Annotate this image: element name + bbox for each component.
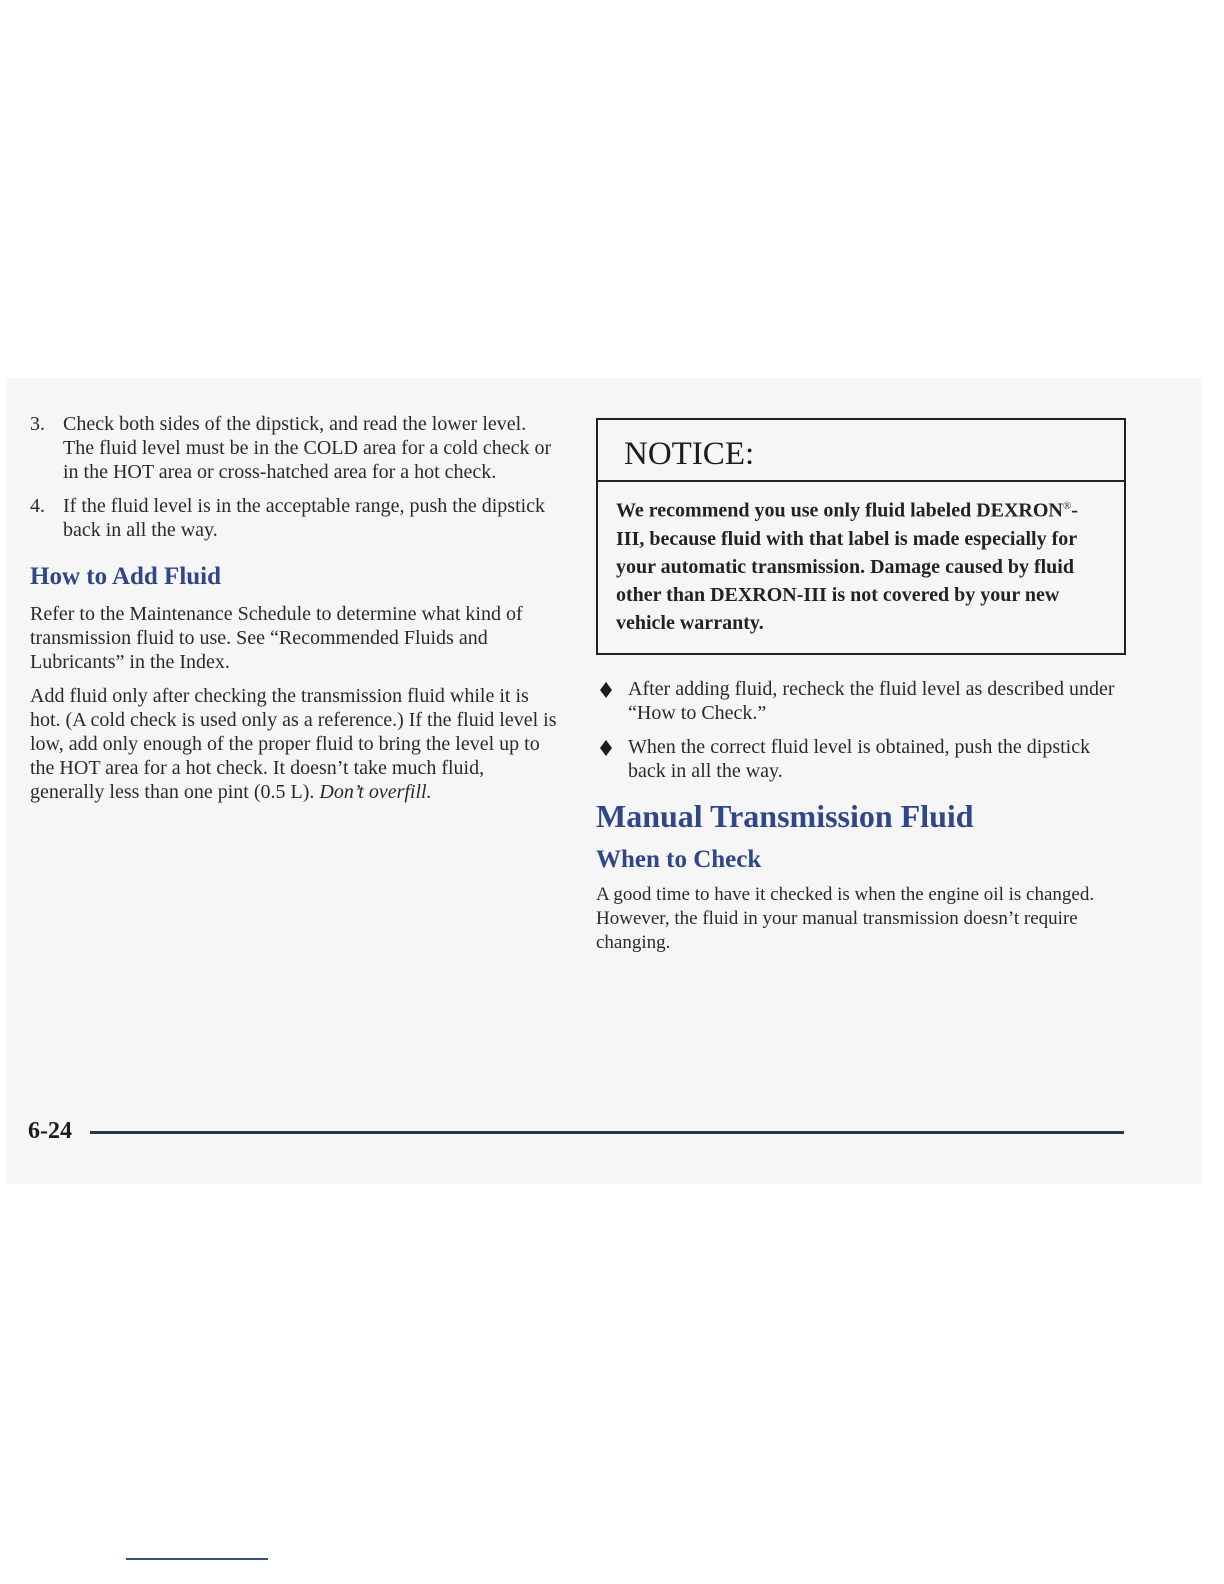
- footer-rule: [90, 1131, 1124, 1134]
- maintenance-schedule-paragraph: Refer to the Maintenance Schedule to determine what kind of transmission fluid to use. See “Recommended Fluids and Lubricants” in the Index.: [30, 603, 523, 673]
- step-number: 4.: [30, 495, 45, 517]
- when-to-check-paragraph: A good time to have it checked is when the engine oil is changed. However, the fluid in your manual transmission doesn’t require changing.: [596, 883, 1095, 953]
- diamond-bullet-icon: [600, 740, 612, 756]
- step-4: [30, 494, 560, 542]
- step-number: 3.: [30, 413, 45, 435]
- notice-box: [596, 418, 1126, 655]
- add-fluid-paragraph: [30, 684, 560, 804]
- bullet-text: After adding fluid, recheck the fluid level as described under “How to Check.”: [628, 677, 1115, 724]
- manual-transmission-fluid-heading: Manual Transmission Fluid: [596, 797, 974, 834]
- bullet-list: [596, 677, 1130, 783]
- notice-text-start: We recommend you use only fluid labeled DEXRON: [616, 499, 1063, 522]
- how-to-add-fluid-heading: How to Add Fluid: [30, 563, 222, 590]
- step-text: If the fluid level is in the acceptable range, push the dipstick back in all the way.: [63, 495, 546, 541]
- right-column: [596, 418, 1130, 955]
- when-to-check-heading: When to Check: [596, 845, 762, 873]
- add-fluid-text: Add fluid only after checking the transmission fluid while it is hot. (A cold check is used only as a reference.) If the fluid level is low, add only enough of the proper fluid to bring the level up to the HOT area for a hot check. It doesn’t take much fluid, generally less than one pint (0.5 L).: [30, 685, 557, 803]
- step-3: [30, 412, 560, 484]
- bullet-text: When the correct fluid level is obtained, push the dipstick back in all the way.: [628, 735, 1091, 782]
- notice-title: NOTICE:: [598, 420, 1124, 482]
- notice-text-end: -III, because fluid with that label is made especially for your automatic transmission. Damage caused by fluid other than DEXRON-III is not covered by your new vehicle warranty.: [616, 499, 1078, 634]
- diamond-bullet-icon: [600, 682, 612, 698]
- notice-body: [598, 482, 1124, 653]
- page-number: 6-24: [28, 1118, 72, 1144]
- list-item: [596, 735, 1130, 783]
- dont-overfill-emphasis: Don’t overfill.: [319, 781, 432, 803]
- bottom-divider: [126, 1558, 268, 1560]
- page-footer: [28, 1116, 1128, 1148]
- registered-mark: ®: [1062, 500, 1072, 512]
- step-text: Check both sides of the dipstick, and read the lower level. The fluid level must be in the COLD area for a cold check or in the HOT area or cross-hatched area for a hot check.: [63, 413, 552, 483]
- left-column: [30, 412, 560, 814]
- list-item: [596, 677, 1130, 725]
